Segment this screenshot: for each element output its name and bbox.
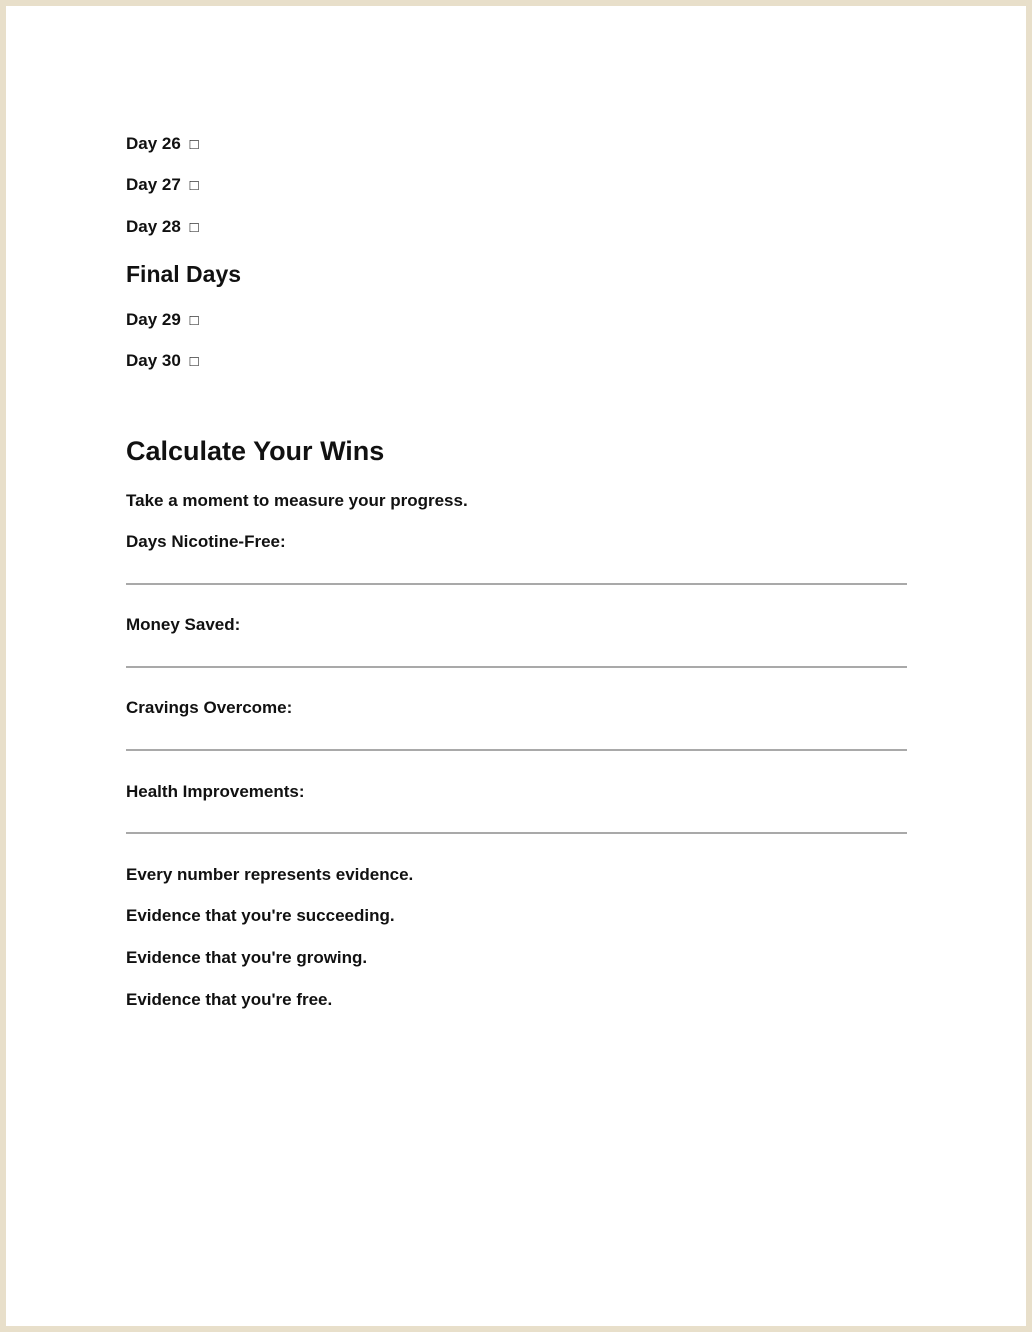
- money-saved-answer-line[interactable]: [126, 666, 907, 668]
- field-label-days-nicotine-free: Days Nicotine-Free:: [126, 532, 286, 551]
- document-page: [6, 6, 1026, 1326]
- checklist-item-day-28: [126, 216, 199, 239]
- field-label-money-saved: Money Saved:: [126, 615, 241, 634]
- closing-line: Evidence that you're succeeding.: [126, 906, 395, 925]
- checkbox-icon[interactable]: □: [189, 219, 199, 236]
- closing-line: Evidence that you're growing.: [126, 948, 368, 967]
- cravings-overcome-answer-line[interactable]: [126, 749, 907, 751]
- checklist-item-label: Day 27: [126, 175, 181, 194]
- checkbox-icon[interactable]: □: [189, 177, 199, 194]
- checkbox-icon[interactable]: □: [189, 136, 199, 153]
- checklist-item-day-27: [126, 174, 199, 197]
- checklist-item-day-29: [126, 309, 199, 332]
- calculate-wins-heading: Calculate Your Wins: [126, 436, 385, 466]
- health-improvements-answer-line[interactable]: [126, 832, 907, 834]
- closing-line: Evidence that you're free.: [126, 990, 333, 1009]
- wins-intro-text: Take a moment to measure your progress.: [126, 491, 468, 510]
- checklist-item-label: Day 30: [126, 351, 181, 370]
- days-nicotine-free-answer-line[interactable]: [126, 583, 907, 585]
- closing-line: Every number represents evidence.: [126, 865, 414, 884]
- checklist-item-day-30: [126, 350, 199, 373]
- checklist-item-label: Day 29: [126, 310, 181, 329]
- checklist-item-label: Day 26: [126, 134, 181, 153]
- checkbox-icon[interactable]: □: [189, 353, 199, 370]
- field-label-cravings-overcome: Cravings Overcome:: [126, 698, 293, 717]
- final-days-heading: Final Days: [126, 261, 242, 287]
- checkbox-icon[interactable]: □: [189, 312, 199, 329]
- checklist-item-label: Day 28: [126, 217, 181, 236]
- checklist-item-day-26: [126, 133, 199, 156]
- field-label-health-improvements: Health Improvements:: [126, 782, 305, 801]
